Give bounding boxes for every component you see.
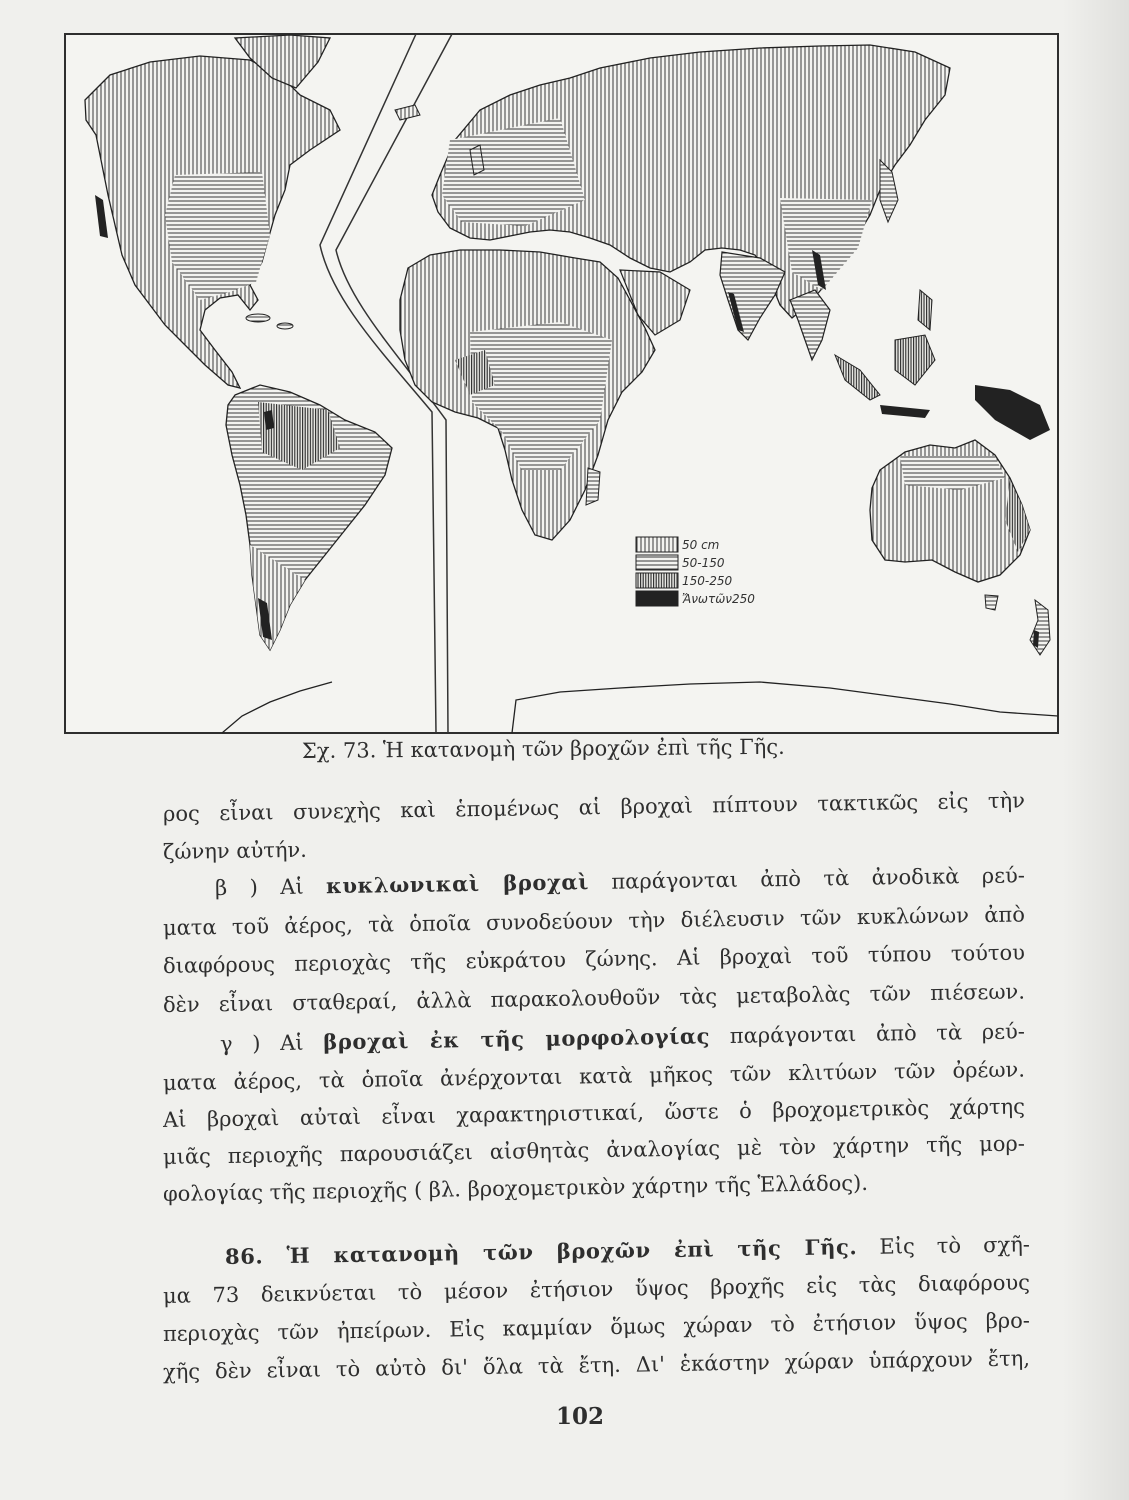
legend-swatch-horizontal — [636, 555, 678, 570]
text-line — [220, 1017, 1025, 1058]
legend-label: Ἄνωτῶν250 — [682, 592, 755, 606]
text-line: ζώνην αὐτήν. — [162, 837, 308, 864]
caribbean-island-2 — [277, 323, 293, 329]
bold-term-cyclonic-rain: κυκλωνικαὶ βροχαὶ — [325, 869, 590, 899]
text-line: χῆς δὲν εἶναι τὸ αὐτὸ δι' ὅλα τὰ ἔτη. Δι' ἑκάστην χώραν ὑπάρχουν ἔτη, — [162, 1346, 1031, 1384]
text-line: δὲν εἶναι σταθεραί, ἀλλὰ παρακολουθοῦν τὰς μεταβολὰς τῶν πιέσεων. — [162, 979, 1026, 1017]
text-line: ρος εἶναι συνεχὴς καὶ ἑπομένως αἱ βροχαὶ πίπτουν τακτικῶς εἰς τὴν — [162, 788, 1026, 826]
madagascar — [586, 468, 600, 505]
section-heading-line — [225, 1230, 1030, 1271]
caribbean-island-1 — [246, 314, 270, 322]
section-heading-86: 86. Ἡ κατανομὴ τῶν βροχῶν ἐπὶ τῆς Γῆς. — [224, 1234, 858, 1269]
text-line: φολογίας τῆς περιοχῆς ( βλ. βροχομετρικὸν χάρτην τῆς Ἑλλάδος). — [162, 1170, 869, 1206]
text-line: ματα τοῦ ἀέρος, τὰ ὁποῖα συνοδεύουν τὴν διέλευσιν τῶν κυκλώνων ἀπὸ — [162, 902, 1026, 940]
figure-caption: Σχ. 73. Ἡ κατανομὴ τῶν βροχῶν ἐπὶ τῆς Γῆς. — [301, 734, 785, 763]
text-line: Αἱ βροχαὶ αὐταὶ εἶναι χαρακτηριστικαί, ὥστε ὁ βροχομετρικὸς χάρτης — [162, 1094, 1026, 1132]
bold-term-orographic-rain: βροχαὶ ἐκ τῆς μορφολογίας — [323, 1023, 711, 1055]
legend-label: 50 cm — [682, 538, 720, 552]
text-line: μα 73 δεικνύεται τὸ μέσον ἐτήσιον ὕψος βροχῆς εἰς τὰς διαφόρους — [162, 1270, 1031, 1308]
list-marker-c: γ ) Αἱ — [219, 1030, 324, 1056]
legend-label: 150-250 — [682, 574, 733, 588]
text-span: παράγονται ἀπὸ τὰ ἀνοδικὰ ρεύ- — [588, 863, 1026, 895]
text-span: παράγονται ἀπὸ τὰ ρεύ- — [709, 1019, 1026, 1049]
list-marker-b: β ) Αἱ — [214, 874, 327, 900]
text-line: διαφόρους περιοχὰς τῆς εὐκράτου ζώνης. Αἱ βροχαὶ τοῦ τύπου τούτου — [162, 940, 1026, 978]
legend-swatch-dense — [636, 573, 678, 588]
legend-swatch-solid — [636, 591, 678, 606]
legend-label: 50-150 — [682, 556, 725, 570]
text-line — [215, 861, 1025, 902]
text-line: μιᾶς περιοχῆς παρουσιάζει αἰσθητὰς ἀναλογίας μὲ τὸν χάρτην τῆς μορ- — [162, 1131, 1026, 1169]
legend-swatch-vertical — [636, 537, 678, 552]
text-span: Εἰς τὸ σχῆ- — [857, 1232, 1031, 1260]
page-number: 102 — [556, 1403, 605, 1430]
text-line: περιοχὰς τῶν ἠπείρων. Εἰς καμμίαν ὅμως χώραν τὸ ἐτήσιον ὕψος βρο- — [162, 1308, 1031, 1346]
text-line: ματα ἀέρος, τὰ ὁποῖα ἀνέρχονται κατὰ μῆκος τῶν κλιτύων τῶν ὀρέων. — [162, 1057, 1026, 1095]
new-zealand-wet-coast — [1033, 630, 1039, 648]
